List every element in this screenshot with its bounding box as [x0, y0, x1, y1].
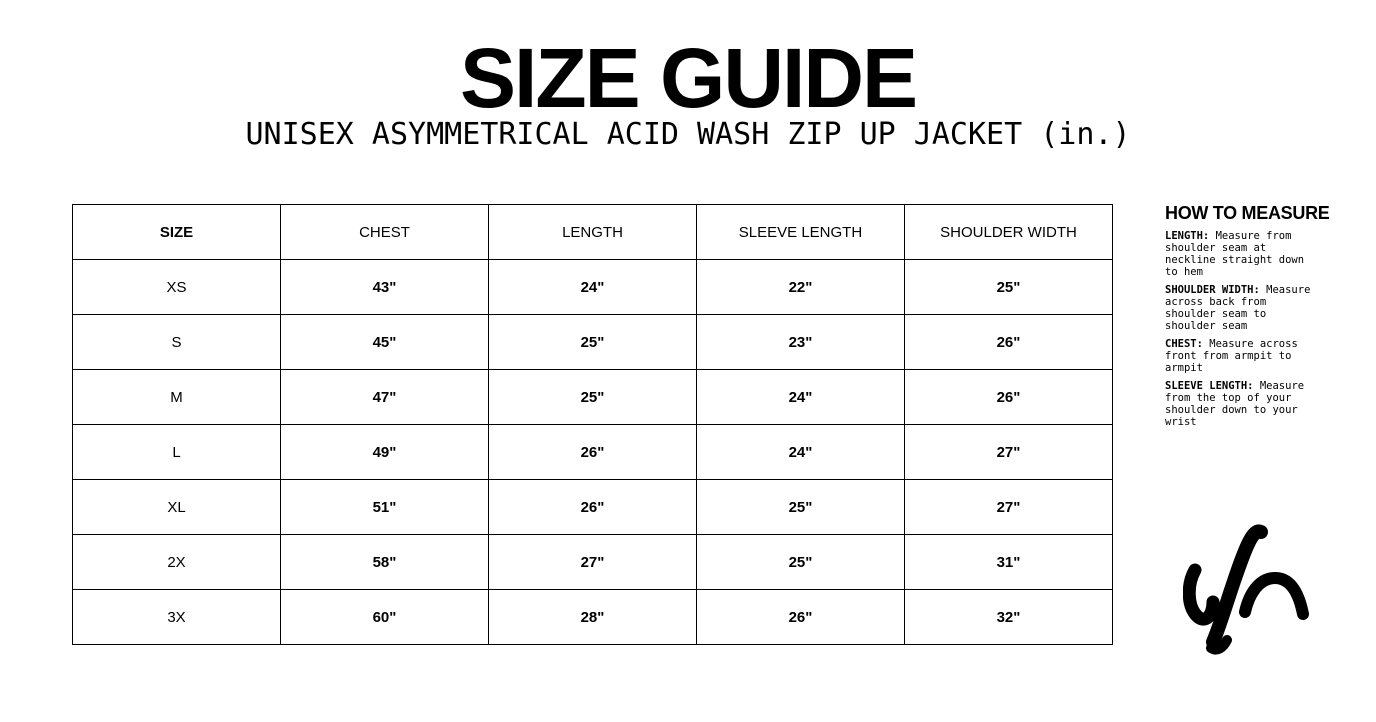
- column-header-sleeve-length: SLEEVE LENGTH: [697, 205, 905, 260]
- chest-cell: 51": [281, 480, 489, 535]
- column-header-shoulder-width: SHOULDER WIDTH: [905, 205, 1113, 260]
- chest-cell: 43": [281, 260, 489, 315]
- chest-cell: 60": [281, 590, 489, 645]
- measure-instruction-shoulder-width: [1165, 284, 1315, 332]
- table-row: [73, 315, 1113, 370]
- shoulder-width-cell: 31": [905, 535, 1113, 590]
- chest-cell: 47": [281, 370, 489, 425]
- size-cell: 2X: [73, 535, 281, 590]
- table-row: [73, 260, 1113, 315]
- measure-term: SLEEVE LENGTH:: [1165, 380, 1254, 392]
- size-table: [72, 204, 1113, 645]
- sleeve-length-cell: 25": [697, 480, 905, 535]
- size-cell: 3X: [73, 590, 281, 645]
- table-header-row: [73, 205, 1113, 260]
- table-row: [73, 480, 1113, 535]
- product-subtitle: UNISEX ASYMMETRICAL ACID WASH ZIP UP JACKET (in.): [245, 117, 1131, 152]
- length-cell: 24": [489, 260, 697, 315]
- size-cell: L: [73, 425, 281, 480]
- table-row: [73, 590, 1113, 645]
- measure-term: SHOULDER WIDTH:: [1165, 284, 1260, 296]
- how-to-measure-panel: [1165, 202, 1345, 434]
- page-title: SIZE GUIDE: [459, 31, 917, 125]
- measure-instruction-sleeve-length: [1165, 380, 1315, 428]
- shoulder-width-cell: 27": [905, 425, 1113, 480]
- column-header-chest: CHEST: [281, 205, 489, 260]
- shoulder-width-cell: 32": [905, 590, 1113, 645]
- column-header-length: LENGTH: [489, 205, 697, 260]
- measure-term: CHEST:: [1165, 338, 1203, 350]
- sleeve-length-cell: 22": [697, 260, 905, 315]
- table-row: [73, 535, 1113, 590]
- shoulder-width-cell: 26": [905, 315, 1113, 370]
- size-cell: XS: [73, 260, 281, 315]
- measure-instruction-length: [1165, 230, 1315, 278]
- length-cell: 28": [489, 590, 697, 645]
- measure-term: LENGTH:: [1165, 230, 1210, 242]
- chest-cell: 45": [281, 315, 489, 370]
- column-header-size: SIZE: [73, 205, 281, 260]
- table-row: [73, 425, 1113, 480]
- sleeve-length-cell: 24": [697, 370, 905, 425]
- length-cell: 27": [489, 535, 697, 590]
- chest-cell: 49": [281, 425, 489, 480]
- measure-text: Measure from the top of your shoulder down to your wrist: [1165, 380, 1305, 428]
- chest-cell: 58": [281, 535, 489, 590]
- sleeve-length-cell: 25": [697, 535, 905, 590]
- length-cell: 26": [489, 480, 697, 535]
- size-cell: S: [73, 315, 281, 370]
- measure-text: Measure across back from shoulder seam to shoulder seam: [1165, 284, 1311, 332]
- size-cell: XL: [73, 480, 281, 535]
- measure-text: Measure from shoulder seam at neckline straight down to hem: [1165, 230, 1305, 278]
- length-cell: 26": [489, 425, 697, 480]
- length-cell: 25": [489, 315, 697, 370]
- shoulder-width-cell: 27": [905, 480, 1113, 535]
- sleeve-length-cell: 23": [697, 315, 905, 370]
- sleeve-length-cell: 26": [697, 590, 905, 645]
- shoulder-width-cell: 26": [905, 370, 1113, 425]
- shoulder-width-cell: 25": [905, 260, 1113, 315]
- sleeve-length-cell: 24": [697, 425, 905, 480]
- measure-instruction-chest: [1165, 338, 1315, 374]
- size-cell: M: [73, 370, 281, 425]
- how-to-measure-heading: HOW TO MEASURE: [1165, 203, 1330, 223]
- measure-text: Measure across front from armpit to armpit: [1165, 338, 1298, 374]
- length-cell: 25": [489, 370, 697, 425]
- brand-logo-icon: [1183, 520, 1315, 655]
- table-row: [73, 370, 1113, 425]
